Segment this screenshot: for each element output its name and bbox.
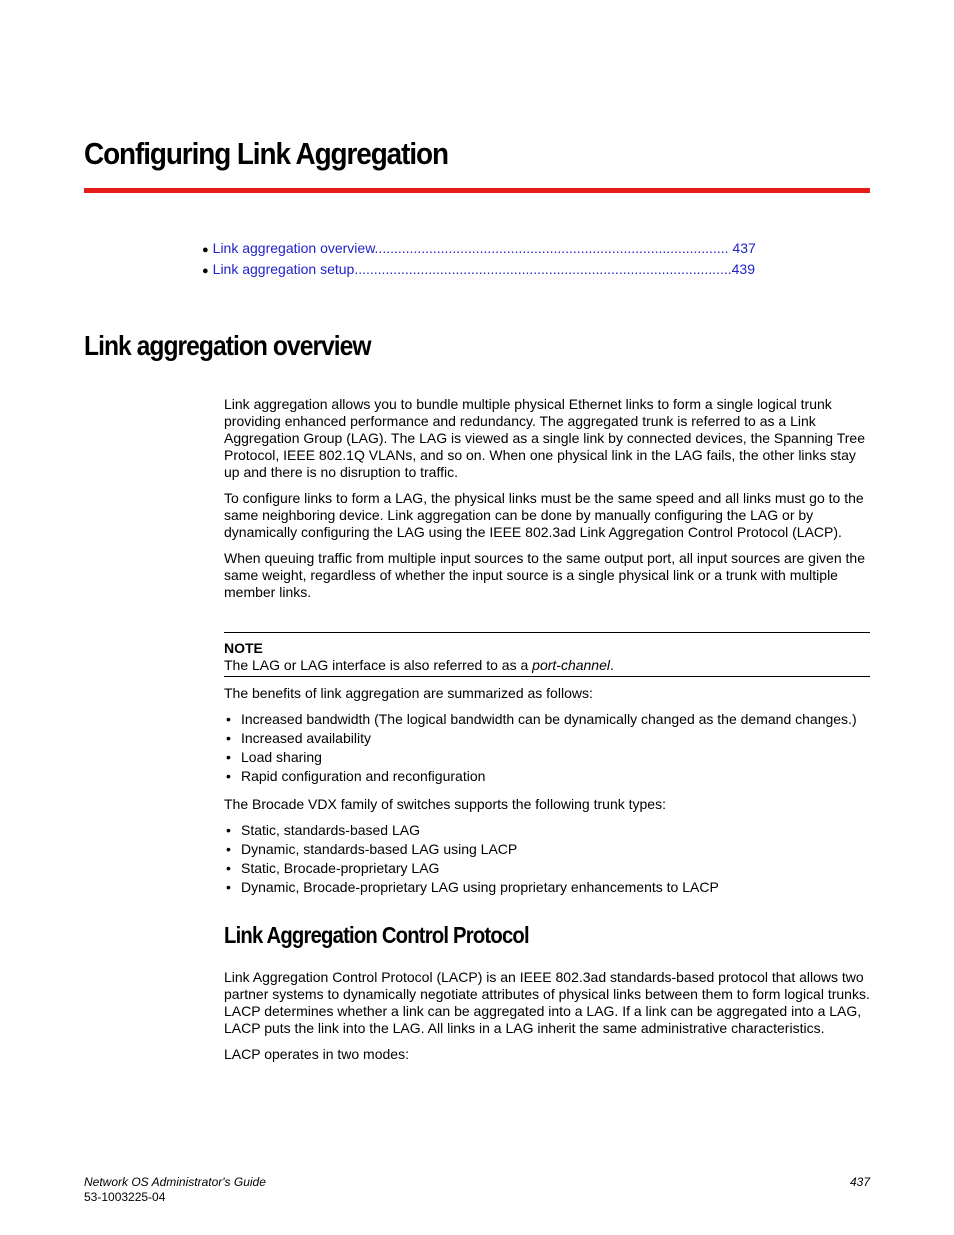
list-item: • Static, standards-based LAG	[224, 822, 872, 841]
paragraph: The Brocade VDX family of switches supports the following trunk types:	[224, 796, 666, 812]
list-item: • Dynamic, standards-based LAG using LACP	[224, 841, 872, 860]
chapter-title: Configuring Link Aggregation	[84, 136, 448, 171]
trunk-types-list	[224, 822, 872, 898]
benefits-block	[224, 685, 872, 907]
list-item: • Increased bandwidth (The logical bandwidth can be dynamically changed as the demand changes.)	[224, 711, 872, 730]
guide-title: Network OS Administrator's Guide	[84, 1175, 266, 1189]
lacp-body	[224, 969, 872, 1072]
paragraph: Link aggregation allows you to bundle multiple physical Ethernet links to form a single logical trunk providing enhanced performance and redundancy. The aggregated trunk is referred to as a Link Aggregation Group (LAG). The LAG is viewed as a single link by connected devices, the Spanning Tree Protocol, IEEE 802.1Q VLANs, and so on. When one physical link in the LAG fails, the other links stay up and there is no disruption to traffic.	[224, 396, 865, 480]
paragraph: When queuing traffic from multiple input sources to the same output port, all input sources are given the same weight, regardless of whether the input source is a single physical link or a trunk with multiple member links.	[224, 550, 865, 600]
benefits-list	[224, 711, 872, 787]
section-title-overview: Link aggregation overview	[84, 330, 371, 361]
page-footer-left	[84, 1175, 266, 1205]
toc-bullet-icon: ●	[202, 265, 209, 277]
note-box	[224, 632, 870, 677]
list-item: • Dynamic, Brocade-proprietary LAG using proprietary enhancements to LACP	[224, 879, 872, 898]
note-term: port-channel	[532, 657, 610, 673]
list-item: • Load sharing	[224, 749, 872, 768]
toc-item[interactable]	[202, 240, 756, 261]
doc-number: 53-1003225-04	[84, 1190, 166, 1204]
paragraph: LACP operates in two modes:	[224, 1046, 409, 1062]
paragraph: The benefits of link aggregation are summarized as follows:	[224, 685, 593, 701]
chapter-title-rule	[84, 188, 870, 193]
section-title-lacp: Link Aggregation Control Protocol	[224, 922, 529, 948]
list-item: • Static, Brocade-proprietary LAG	[224, 860, 872, 879]
page-number: 437	[849, 1175, 870, 1189]
toc-link-setup[interactable]: Link aggregation setup.................................................................................................439	[212, 261, 755, 277]
chapter-toc	[202, 240, 756, 282]
toc-link-overview[interactable]: Link aggregation overview........................................................................................... 437	[212, 240, 756, 256]
list-item: • Rapid configuration and reconfiguration	[224, 768, 872, 787]
toc-bullet-icon: ●	[202, 244, 209, 256]
list-item: • Increased availability	[224, 730, 872, 749]
overview-body	[224, 396, 872, 610]
paragraph: Link Aggregation Control Protocol (LACP) is an IEEE 802.3ad standards-based protocol that allows two partner systems to dynamically negotiate attributes of physical links between them to form logical trunks. LACP determines whether a link can be aggregated into a LAG. If a link can be aggregated into a LAG, LACP puts the link into the LAG. All links in a LAG inherit the same administrative characteristics.	[224, 969, 870, 1036]
toc-item[interactable]	[202, 261, 756, 282]
note-text: The LAG or LAG interface is also referred to as a port-channel.	[224, 657, 614, 673]
note-label: NOTE	[224, 640, 263, 656]
paragraph: To configure links to form a LAG, the physical links must be the same speed and all links must go to the same neighboring device. Link aggregation can be done by manually configuring the LAG or by dynamically configuring the LAG using the IEEE 802.3ad Link Aggregation Control Protocol (LACP).	[224, 490, 864, 540]
